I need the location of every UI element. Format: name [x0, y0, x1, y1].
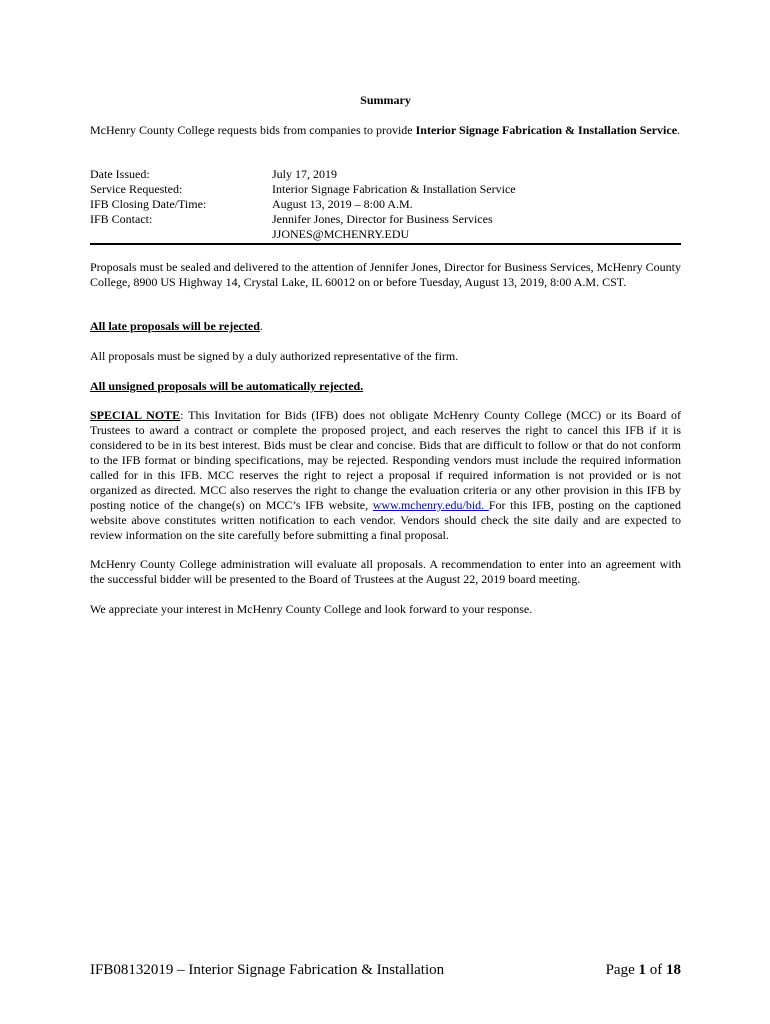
document-page	[90, 0, 681, 1024]
proposals-paragraph: Proposals must be sealed and delivered to the attention of Jennifer Jones, Director for Business Services, McHenry County College, 8900 US Highway 14, Crystal Lake, IL 60012 on or before Tuesday, August 13, 2019, 8:00 A.M. CST.	[90, 260, 681, 289]
of-word: of	[649, 962, 663, 978]
info-label	[90, 227, 272, 242]
info-value: Interior Signage Fabrication & Installation Service	[272, 182, 516, 196]
page-number	[606, 960, 681, 980]
info-row-closing-date	[90, 197, 681, 212]
total-pages: 18	[666, 962, 681, 978]
closing-paragraph: We appreciate your interest in McHenry County College and look forward to your response.	[90, 602, 533, 616]
intro-paragraph	[90, 123, 681, 138]
info-label: Date Issued:	[90, 167, 150, 181]
signed-paragraph: All proposals must be signed by a duly authorized representative of the firm.	[90, 349, 459, 363]
special-note-paragraph	[90, 408, 681, 543]
info-label: IFB Contact:	[90, 212, 153, 226]
info-row-contact-email	[90, 227, 681, 242]
section-divider	[90, 243, 681, 245]
intro-text: McHenry County College requests bids from companies to provide	[90, 123, 416, 137]
summary-heading: Summary	[360, 93, 411, 107]
info-table	[90, 167, 681, 242]
footer-document-id: IFB08132019 – Interior Signage Fabrication & Installation	[90, 962, 445, 978]
info-value: July 17, 2019	[272, 167, 338, 181]
unsigned-notice: All unsigned proposals will be automatically rejected.	[90, 379, 364, 393]
intro-service-name: Interior Signage Fabrication & Installation Service	[415, 123, 678, 137]
info-row-date-issued	[90, 167, 681, 182]
special-note-text-end: For this IFB, posting on the captioned website above constitutes written notification to each vendor. Vendors should check the site daily and are expected to review information on the site carefully before submitting a final proposal.	[90, 498, 681, 542]
late-proposals-notice: All late proposals will be rejected	[90, 319, 260, 333]
current-page: 1	[638, 962, 646, 978]
bid-website-link[interactable]: www.mchenry.edu/bid.	[372, 498, 489, 512]
info-value: Jennifer Jones, Director for Business Services	[272, 212, 493, 226]
contact-email: JJONES@MCHENRY.EDU	[272, 227, 410, 241]
page-word: Page	[605, 962, 635, 978]
intro-end: .	[677, 123, 681, 137]
info-row-service-requested	[90, 182, 681, 197]
page-footer	[90, 960, 681, 980]
info-label: IFB Closing Date/Time:	[90, 197, 207, 211]
late-proposals-paragraph	[90, 319, 681, 334]
special-note-text: : This Invitation for Bids (IFB) does not obligate McHenry County College (MCC) or its Board of Trustees to award a contract or complete the proposed project, and each reserves the right to cancel this IFB if it is considered to be in its best interest. Bids must be clear and concise. Bids that are difficult to follow or that do not conform to the IFB format or binding specifications, may be rejected. Responding vendors must include the required information called for in this IFB. MCC reserves the right to reject a proposal if required information is not provided or is not organized as directed. MCC also reserves the right to change the evaluation criteria or any other provision in this IFB by posting notice of the change(s) on MCC’s IFB website,	[90, 408, 682, 512]
late-proposals-end: .	[259, 319, 263, 333]
info-row-contact	[90, 212, 681, 227]
special-note-label: SPECIAL NOTE	[90, 408, 181, 422]
info-label: Service Requested:	[90, 182, 183, 196]
info-value: August 13, 2019 – 8:00 A.M.	[272, 197, 413, 211]
evaluation-paragraph: McHenry County College administration will evaluate all proposals. A recommendation to enter into an agreement with the successful bidder will be presented to the Board of Trustees at the August 22, 2019 board meeting.	[90, 557, 681, 586]
